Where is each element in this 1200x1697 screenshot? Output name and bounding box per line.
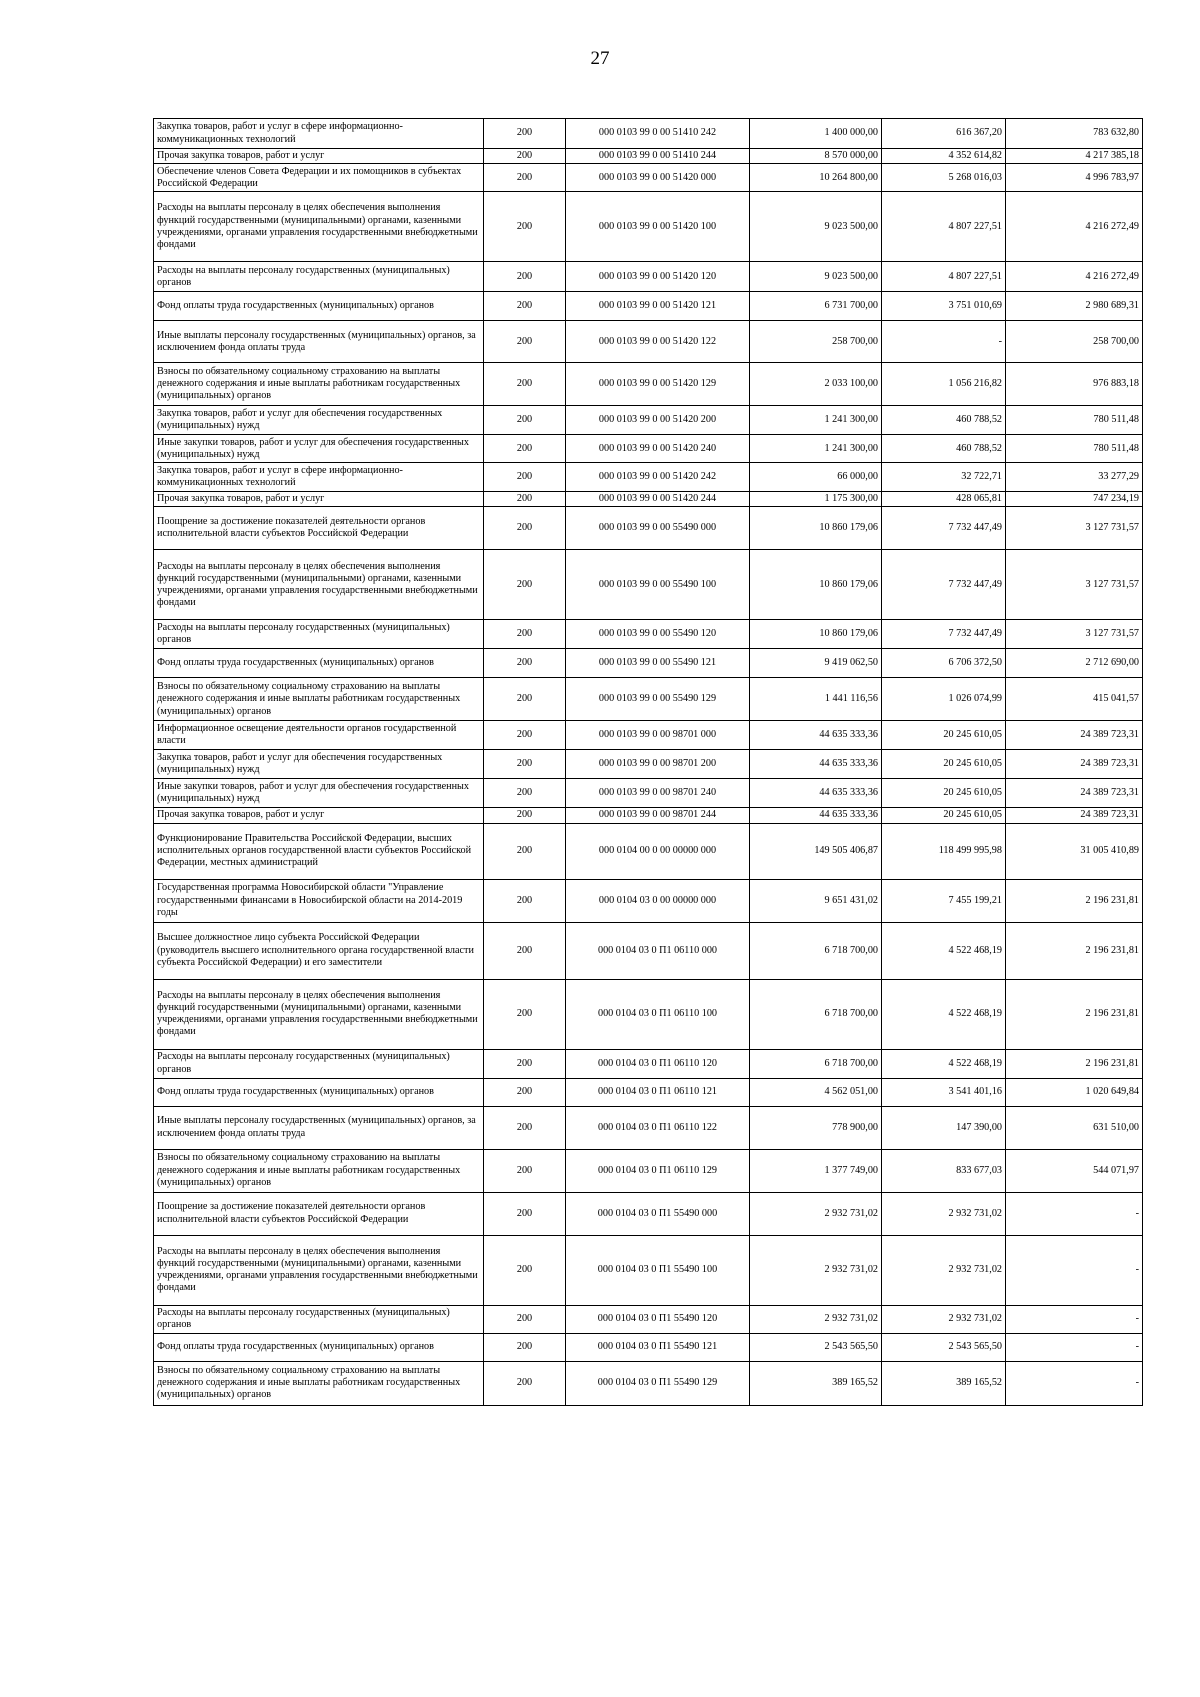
row-executed-amount: 4 807 227,51: [882, 262, 1006, 292]
table-row: [154, 363, 1143, 406]
row-executed-amount: 2 932 731,02: [882, 1192, 1006, 1235]
row-remaining-amount: 24 389 723,31: [1006, 808, 1143, 823]
table-row: [154, 1106, 1143, 1149]
row-approved-amount: 9 023 500,00: [750, 192, 882, 262]
row-approved-amount: 9 419 062,50: [750, 649, 882, 678]
row-name: Фонд оплаты труда государственных (муниципальных) органов: [154, 649, 484, 678]
row-remaining-amount: 258 700,00: [1006, 321, 1143, 363]
row-remaining-amount: 2 196 231,81: [1006, 879, 1143, 922]
row-line-code: 200: [484, 620, 566, 649]
row-remaining-amount: -: [1006, 1235, 1143, 1305]
row-budget-code: 000 0103 99 0 00 55490 121: [566, 649, 750, 678]
row-budget-code: 000 0103 99 0 00 51420 121: [566, 292, 750, 321]
row-budget-code: 000 0103 99 0 00 51420 129: [566, 363, 750, 406]
row-approved-amount: 6 718 700,00: [750, 979, 882, 1049]
row-executed-amount: 7 455 199,21: [882, 879, 1006, 922]
row-line-code: 200: [484, 879, 566, 922]
row-name: Прочая закупка товаров, работ и услуг: [154, 492, 484, 507]
row-executed-amount: 6 706 372,50: [882, 649, 1006, 678]
row-executed-amount: 7 732 447,49: [882, 620, 1006, 649]
row-approved-amount: 6 718 700,00: [750, 922, 882, 979]
row-executed-amount: 2 932 731,02: [882, 1305, 1006, 1333]
row-remaining-amount: 4 996 783,97: [1006, 164, 1143, 192]
row-remaining-amount: 24 389 723,31: [1006, 721, 1143, 750]
table-row: [154, 435, 1143, 463]
table-row: [154, 119, 1143, 149]
row-executed-amount: 1 056 216,82: [882, 363, 1006, 406]
row-budget-code: 000 0103 99 0 00 51410 242: [566, 119, 750, 149]
table-row: [154, 262, 1143, 292]
row-remaining-amount: 33 277,29: [1006, 463, 1143, 492]
row-name: Иные закупки товаров, работ и услуг для обеспечения государственных (муниципальных) нужд: [154, 779, 484, 808]
row-name: Поощрение за достижение показателей деятельности органов исполнительной власти субъектов Российской Федерации: [154, 1192, 484, 1235]
row-budget-code: 000 0103 99 0 00 55490 129: [566, 678, 750, 721]
row-name: Иные закупки товаров, работ и услуг для обеспечения государственных (муниципальных) нужд: [154, 435, 484, 463]
table-row: [154, 507, 1143, 550]
row-budget-code: 000 0104 03 0 П1 06110 100: [566, 979, 750, 1049]
row-approved-amount: 149 505 406,87: [750, 823, 882, 879]
row-name: Расходы на выплаты персоналу в целях обеспечения выполнения функций государственными (муниципальными) органами, казенными учреждениями, органами управления государственными внебюджетными фондами: [154, 192, 484, 262]
row-line-code: 200: [484, 550, 566, 620]
row-line-code: 200: [484, 507, 566, 550]
row-remaining-amount: 780 511,48: [1006, 435, 1143, 463]
row-line-code: 200: [484, 1049, 566, 1078]
row-name: Взносы по обязательному социальному страхованию на выплаты денежного содержания и иные выплаты работникам государственных (муниципальных) органов: [154, 363, 484, 406]
row-name: Информационное освещение деятельности органов государственной власти: [154, 721, 484, 750]
row-line-code: 200: [484, 779, 566, 808]
row-executed-amount: 7 732 447,49: [882, 550, 1006, 620]
row-budget-code: 000 0103 99 0 00 51420 244: [566, 492, 750, 507]
row-budget-code: 000 0103 99 0 00 51420 122: [566, 321, 750, 363]
row-name: Взносы по обязательному социальному страхованию на выплаты денежного содержания и иные выплаты работникам государственных (муниципальных) органов: [154, 1149, 484, 1192]
row-line-code: 200: [484, 292, 566, 321]
row-approved-amount: 4 562 051,00: [750, 1078, 882, 1106]
row-name: Расходы на выплаты персоналу государственных (муниципальных) органов: [154, 262, 484, 292]
row-line-code: 200: [484, 463, 566, 492]
row-remaining-amount: 783 632,80: [1006, 119, 1143, 149]
row-line-code: 200: [484, 1149, 566, 1192]
row-budget-code: 000 0104 03 0 П1 06110 120: [566, 1049, 750, 1078]
row-line-code: 200: [484, 192, 566, 262]
table-row: [154, 1192, 1143, 1235]
row-executed-amount: 5 268 016,03: [882, 164, 1006, 192]
table-row: [154, 808, 1143, 823]
row-remaining-amount: 415 041,57: [1006, 678, 1143, 721]
row-approved-amount: 44 635 333,36: [750, 750, 882, 779]
row-approved-amount: 2 033 100,00: [750, 363, 882, 406]
row-remaining-amount: 544 071,97: [1006, 1149, 1143, 1192]
row-approved-amount: 1 241 300,00: [750, 406, 882, 435]
row-line-code: 200: [484, 1078, 566, 1106]
row-approved-amount: 2 932 731,02: [750, 1235, 882, 1305]
row-approved-amount: 2 932 731,02: [750, 1305, 882, 1333]
row-budget-code: 000 0104 03 0 П1 55490 100: [566, 1235, 750, 1305]
row-executed-amount: 389 165,52: [882, 1361, 1006, 1405]
row-approved-amount: 8 570 000,00: [750, 149, 882, 164]
row-remaining-amount: 3 127 731,57: [1006, 507, 1143, 550]
row-remaining-amount: 631 510,00: [1006, 1106, 1143, 1149]
row-approved-amount: 6 718 700,00: [750, 1049, 882, 1078]
row-name: Поощрение за достижение показателей деятельности органов исполнительной власти субъектов Российской Федерации: [154, 507, 484, 550]
row-executed-amount: 32 722,71: [882, 463, 1006, 492]
row-budget-code: 000 0103 99 0 00 98701 240: [566, 779, 750, 808]
row-approved-amount: 389 165,52: [750, 1361, 882, 1405]
table-row: [154, 492, 1143, 507]
row-approved-amount: 10 860 179,06: [750, 620, 882, 649]
row-approved-amount: 1 377 749,00: [750, 1149, 882, 1192]
row-approved-amount: 10 264 800,00: [750, 164, 882, 192]
row-name: Иные выплаты персоналу государственных (муниципальных) органов, за исключением фонда оплаты труда: [154, 321, 484, 363]
row-budget-code: 000 0103 99 0 00 98701 244: [566, 808, 750, 823]
row-name: Фонд оплаты труда государственных (муниципальных) органов: [154, 292, 484, 321]
row-approved-amount: 44 635 333,36: [750, 808, 882, 823]
row-executed-amount: 147 390,00: [882, 1106, 1006, 1149]
row-name: Расходы на выплаты персоналу в целях обеспечения выполнения функций государственными (муниципальными) органами, казенными учреждениями, органами управления государственными внебюджетными фондами: [154, 550, 484, 620]
row-executed-amount: 4 522 468,19: [882, 922, 1006, 979]
row-line-code: 200: [484, 922, 566, 979]
row-executed-amount: 2 543 565,50: [882, 1333, 1006, 1361]
row-remaining-amount: -: [1006, 1305, 1143, 1333]
table-row: [154, 1333, 1143, 1361]
row-line-code: 200: [484, 149, 566, 164]
row-line-code: 200: [484, 119, 566, 149]
row-budget-code: 000 0104 00 0 00 00000 000: [566, 823, 750, 879]
row-line-code: 200: [484, 823, 566, 879]
row-remaining-amount: 4 217 385,18: [1006, 149, 1143, 164]
row-name: Функционирование Правительства Российской Федерации, высших исполнительных органов государственной власти субъектов Российской Федерации, местных администраций: [154, 823, 484, 879]
row-line-code: 200: [484, 808, 566, 823]
row-approved-amount: 1 175 300,00: [750, 492, 882, 507]
row-name: Расходы на выплаты персоналу государственных (муниципальных) органов: [154, 1049, 484, 1078]
row-budget-code: 000 0103 99 0 00 51420 100: [566, 192, 750, 262]
row-executed-amount: 4 522 468,19: [882, 1049, 1006, 1078]
row-remaining-amount: 4 216 272,49: [1006, 192, 1143, 262]
row-name: Закупка товаров, работ и услуг в сфере информационно-коммуникационных технологий: [154, 119, 484, 149]
row-budget-code: 000 0104 03 0 П1 06110 129: [566, 1149, 750, 1192]
row-remaining-amount: 31 005 410,89: [1006, 823, 1143, 879]
row-line-code: 200: [484, 164, 566, 192]
row-remaining-amount: 3 127 731,57: [1006, 550, 1143, 620]
row-budget-code: 000 0103 99 0 00 98701 000: [566, 721, 750, 750]
row-name: Закупка товаров, работ и услуг для обеспечения государственных (муниципальных) нужд: [154, 406, 484, 435]
row-name: Взносы по обязательному социальному страхованию на выплаты денежного содержания и иные выплаты работникам государственных (муниципальных) органов: [154, 678, 484, 721]
row-name: Расходы на выплаты персоналу государственных (муниципальных) органов: [154, 1305, 484, 1333]
row-line-code: 200: [484, 363, 566, 406]
row-executed-amount: 3 541 401,16: [882, 1078, 1006, 1106]
row-executed-amount: 7 732 447,49: [882, 507, 1006, 550]
table-row: [154, 779, 1143, 808]
table-row: [154, 149, 1143, 164]
row-budget-code: 000 0104 03 0 П1 55490 129: [566, 1361, 750, 1405]
row-line-code: 200: [484, 1192, 566, 1235]
row-executed-amount: 20 245 610,05: [882, 808, 1006, 823]
row-budget-code: 000 0104 03 0 П1 06110 121: [566, 1078, 750, 1106]
row-remaining-amount: 4 216 272,49: [1006, 262, 1143, 292]
row-remaining-amount: -: [1006, 1361, 1143, 1405]
table-row: [154, 1078, 1143, 1106]
page-number: 27: [590, 48, 610, 69]
row-executed-amount: -: [882, 321, 1006, 363]
row-line-code: 200: [484, 321, 566, 363]
row-line-code: 200: [484, 492, 566, 507]
row-remaining-amount: -: [1006, 1333, 1143, 1361]
table-row: [154, 1149, 1143, 1192]
row-remaining-amount: 976 883,18: [1006, 363, 1143, 406]
row-remaining-amount: 3 127 731,57: [1006, 620, 1143, 649]
row-budget-code: 000 0103 99 0 00 51420 200: [566, 406, 750, 435]
table-row: [154, 750, 1143, 779]
row-executed-amount: 20 245 610,05: [882, 779, 1006, 808]
row-approved-amount: 10 860 179,06: [750, 550, 882, 620]
row-remaining-amount: 2 196 231,81: [1006, 1049, 1143, 1078]
row-budget-code: 000 0104 03 0 П1 55490 120: [566, 1305, 750, 1333]
row-remaining-amount: 2 712 690,00: [1006, 649, 1143, 678]
row-budget-code: 000 0104 03 0 П1 55490 121: [566, 1333, 750, 1361]
row-name: Расходы на выплаты персоналу государственных (муниципальных) органов: [154, 620, 484, 649]
row-executed-amount: 833 677,03: [882, 1149, 1006, 1192]
row-approved-amount: 1 400 000,00: [750, 119, 882, 149]
row-budget-code: 000 0103 99 0 00 51420 120: [566, 262, 750, 292]
row-budget-code: 000 0103 99 0 00 55490 120: [566, 620, 750, 649]
table-row: [154, 1361, 1143, 1405]
row-approved-amount: 6 731 700,00: [750, 292, 882, 321]
row-name: Закупка товаров, работ и услуг в сфере информационно-коммуникационных технологий: [154, 463, 484, 492]
row-name: Прочая закупка товаров, работ и услуг: [154, 149, 484, 164]
row-executed-amount: 1 026 074,99: [882, 678, 1006, 721]
row-budget-code: 000 0104 03 0 00 00000 000: [566, 879, 750, 922]
row-approved-amount: 1 241 300,00: [750, 435, 882, 463]
row-budget-code: 000 0103 99 0 00 51420 000: [566, 164, 750, 192]
row-executed-amount: 428 065,81: [882, 492, 1006, 507]
row-name: Государственная программа Новосибирской области "Управление государственными финансами в Новосибирской области на 2014-2019 годы: [154, 879, 484, 922]
table-row: [154, 192, 1143, 262]
row-budget-code: 000 0104 03 0 П1 06110 000: [566, 922, 750, 979]
table-row: [154, 879, 1143, 922]
table-row: [154, 678, 1143, 721]
row-line-code: 200: [484, 435, 566, 463]
row-line-code: 200: [484, 750, 566, 779]
row-executed-amount: 460 788,52: [882, 406, 1006, 435]
row-remaining-amount: 2 980 689,31: [1006, 292, 1143, 321]
row-approved-amount: 2 932 731,02: [750, 1192, 882, 1235]
row-line-code: 200: [484, 678, 566, 721]
row-remaining-amount: 24 389 723,31: [1006, 779, 1143, 808]
row-line-code: 200: [484, 406, 566, 435]
row-remaining-amount: 780 511,48: [1006, 406, 1143, 435]
row-approved-amount: 9 023 500,00: [750, 262, 882, 292]
row-executed-amount: 20 245 610,05: [882, 721, 1006, 750]
row-budget-code: 000 0103 99 0 00 98701 200: [566, 750, 750, 779]
row-name: Фонд оплаты труда государственных (муниципальных) органов: [154, 1078, 484, 1106]
row-name: Фонд оплаты труда государственных (муниципальных) органов: [154, 1333, 484, 1361]
row-approved-amount: 778 900,00: [750, 1106, 882, 1149]
row-budget-code: 000 0103 99 0 00 55490 100: [566, 550, 750, 620]
row-name: Расходы на выплаты персоналу в целях обеспечения выполнения функций государственными (муниципальными) органами, казенными учреждениями, органами управления государственными внебюджетными фондами: [154, 979, 484, 1049]
row-name: Расходы на выплаты персоналу в целях обеспечения выполнения функций государственными (муниципальными) органами, казенными учреждениями, органами управления государственными внебюджетными фондами: [154, 1235, 484, 1305]
row-remaining-amount: -: [1006, 1192, 1143, 1235]
row-executed-amount: 4 522 468,19: [882, 979, 1006, 1049]
row-remaining-amount: 1 020 649,84: [1006, 1078, 1143, 1106]
row-line-code: 200: [484, 979, 566, 1049]
table-row: [154, 292, 1143, 321]
row-line-code: 200: [484, 649, 566, 678]
table-row: [154, 1049, 1143, 1078]
row-executed-amount: 20 245 610,05: [882, 750, 1006, 779]
row-line-code: 200: [484, 1106, 566, 1149]
row-remaining-amount: 747 234,19: [1006, 492, 1143, 507]
row-line-code: 200: [484, 1235, 566, 1305]
row-name: Высшее должностное лицо субъекта Российской Федерации (руководитель высшего исполнительного органа государственной власти субъекта Российской Федерации) и его заместители: [154, 922, 484, 979]
row-name: Иные выплаты персоналу государственных (муниципальных) органов, за исключением фонда оплаты труда: [154, 1106, 484, 1149]
row-executed-amount: 4 352 614,82: [882, 149, 1006, 164]
row-remaining-amount: 2 196 231,81: [1006, 922, 1143, 979]
row-name: Прочая закупка товаров, работ и услуг: [154, 808, 484, 823]
row-approved-amount: 1 441 116,56: [750, 678, 882, 721]
row-budget-code: 000 0103 99 0 00 51420 240: [566, 435, 750, 463]
budget-table: [153, 118, 1143, 1406]
row-name: Обеспечение членов Совета Федерации и их помощников в субъектах Российской Федерации: [154, 164, 484, 192]
row-executed-amount: 616 367,20: [882, 119, 1006, 149]
row-executed-amount: 3 751 010,69: [882, 292, 1006, 321]
table-row: [154, 406, 1143, 435]
row-approved-amount: 9 651 431,02: [750, 879, 882, 922]
table-row: [154, 1235, 1143, 1305]
row-budget-code: 000 0103 99 0 00 55490 000: [566, 507, 750, 550]
table-row: [154, 550, 1143, 620]
table-row: [154, 1305, 1143, 1333]
row-remaining-amount: 2 196 231,81: [1006, 979, 1143, 1049]
table-row: [154, 164, 1143, 192]
row-budget-code: 000 0103 99 0 00 51420 242: [566, 463, 750, 492]
row-line-code: 200: [484, 262, 566, 292]
row-executed-amount: 118 499 995,98: [882, 823, 1006, 879]
row-executed-amount: 4 807 227,51: [882, 192, 1006, 262]
table-row: [154, 321, 1143, 363]
row-approved-amount: 10 860 179,06: [750, 507, 882, 550]
row-approved-amount: 258 700,00: [750, 321, 882, 363]
row-executed-amount: 2 932 731,02: [882, 1235, 1006, 1305]
table-row: [154, 649, 1143, 678]
table-row: [154, 823, 1143, 879]
row-remaining-amount: 24 389 723,31: [1006, 750, 1143, 779]
row-approved-amount: 44 635 333,36: [750, 779, 882, 808]
row-budget-code: 000 0104 03 0 П1 06110 122: [566, 1106, 750, 1149]
row-line-code: 200: [484, 1333, 566, 1361]
row-approved-amount: 44 635 333,36: [750, 721, 882, 750]
table-body: [154, 119, 1143, 1406]
row-budget-code: 000 0103 99 0 00 51410 244: [566, 149, 750, 164]
row-line-code: 200: [484, 1305, 566, 1333]
table-row: [154, 922, 1143, 979]
row-name: Взносы по обязательному социальному страхованию на выплаты денежного содержания и иные выплаты работникам государственных (муниципальных) органов: [154, 1361, 484, 1405]
table-row: [154, 979, 1143, 1049]
row-budget-code: 000 0104 03 0 П1 55490 000: [566, 1192, 750, 1235]
row-approved-amount: 2 543 565,50: [750, 1333, 882, 1361]
row-line-code: 200: [484, 721, 566, 750]
row-name: Закупка товаров, работ и услуг для обеспечения государственных (муниципальных) нужд: [154, 750, 484, 779]
table-row: [154, 721, 1143, 750]
table-row: [154, 620, 1143, 649]
row-executed-amount: 460 788,52: [882, 435, 1006, 463]
row-line-code: 200: [484, 1361, 566, 1405]
row-approved-amount: 66 000,00: [750, 463, 882, 492]
table-row: [154, 463, 1143, 492]
